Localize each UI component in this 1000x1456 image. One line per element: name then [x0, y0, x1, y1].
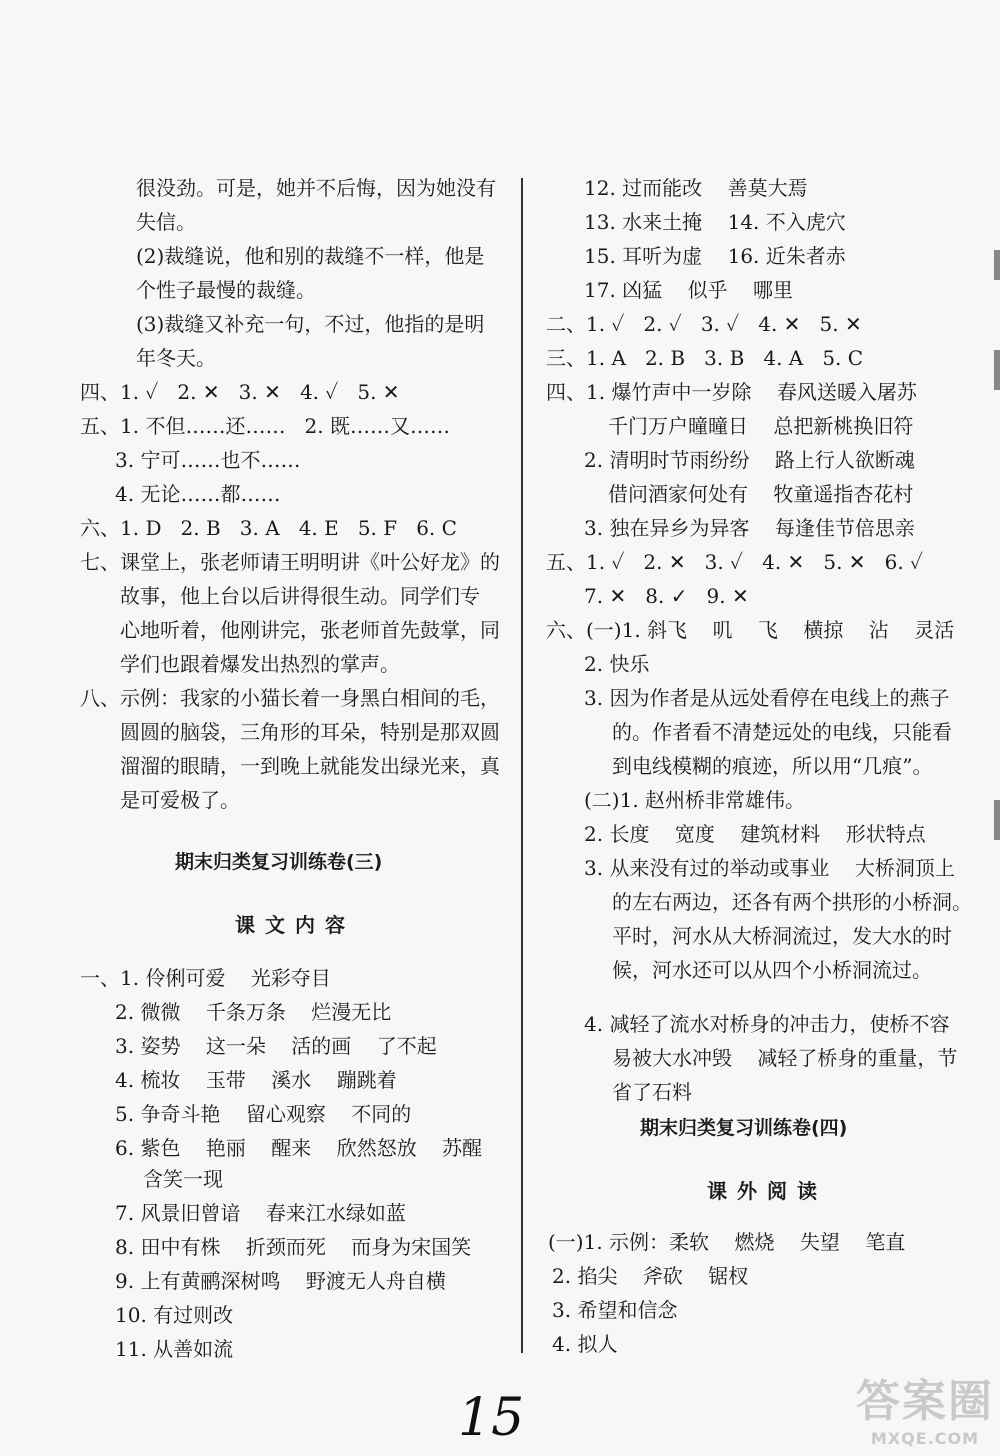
left-line: 四、1. ✓ 2. ✕ 3. ✕ 4. ✓ 5. ✕ — [80, 380, 400, 404]
right-line: 到电线模糊的痕迹，所以用“几痕”。 — [612, 754, 933, 778]
right-line: 2. 清明时节雨纷纷 路上行人欲断魂 — [584, 448, 915, 472]
scan-edge-mark — [994, 250, 1000, 280]
left-line: 个性子最慢的裁缝。 — [136, 278, 316, 302]
right-line: (二)1. 赵州桥非常雄伟。 — [584, 788, 806, 812]
left-line: 失信。 — [136, 210, 196, 234]
left-line: 是可爱极了。 — [120, 788, 240, 812]
section-title: 期末归类复习训练卷(四) — [640, 1117, 848, 1139]
right-line: 三、1. A 2. B 3. B 4. A 5. C — [546, 346, 864, 370]
left-line: 4. 无论……都…… — [115, 482, 281, 506]
right-line: 7. ✕ 8. ✓ 9. ✕ — [584, 584, 749, 608]
left-list-item: 7. 风景旧曾谙 春来江水绿如蓝 — [115, 1201, 406, 1225]
right-line: 的。作者看不清楚远处的电线，只能看 — [612, 720, 952, 744]
scan-edge-mark — [994, 350, 1000, 390]
right-line: 省了石料 — [612, 1080, 692, 1104]
left-line: 溜溜的眼睛，一到晚上就能发出绿光来，真 — [120, 754, 500, 778]
left-line: 圆圆的脑袋，三角形的耳朵，特别是那双圆 — [120, 720, 500, 744]
right-list-item: 3. 希望和信念 — [552, 1298, 678, 1322]
section-title: 期末归类复习训练卷(三) — [175, 851, 383, 873]
right-list-item: (一)1. 示例：柔软 燃烧 失望 笔直 — [548, 1230, 906, 1254]
left-list-item: 10. 有过则改 — [115, 1303, 234, 1327]
right-line: 二、1. ✓ 2. ✓ 3. ✓ 4. ✕ 5. ✕ — [546, 312, 862, 336]
right-line: 六、(一)1. 斜飞 叽 飞 横掠 沾 灵活 — [546, 618, 955, 642]
right-line: 3. 独在异乡为异客 每逢佳节倍思亲 — [584, 516, 915, 540]
right-line: 平时，河水从大桥洞流过，发大水的时 — [612, 924, 952, 948]
left-line: 七、课堂上，张老师请王明明讲《叶公好龙》的 — [80, 550, 500, 574]
watermark-sub: MXQE.COM — [870, 1429, 980, 1448]
section-subtitle: 课外阅读 — [707, 1179, 827, 1203]
left-line: 学们也跟着爆发出热烈的掌声。 — [120, 652, 400, 676]
right-line: 3. 因为作者是从远处看停在电线上的燕子 — [584, 686, 950, 710]
left-list-item: 6. 紫色 艳丽 醒来 欣然怒放 苏醒 — [115, 1136, 483, 1160]
right-list-item: 4. 拟人 — [552, 1332, 618, 1356]
right-list-item: 2. 掐尖 斧砍 锯杈 — [552, 1264, 749, 1288]
left-line: 年冬天。 — [136, 346, 216, 370]
right-line: 4. 减轻了流水对桥身的冲击力，使桥不容 — [584, 1012, 950, 1036]
column-divider — [521, 178, 523, 1353]
left-list-item: 5. 争奇斗艳 留心观察 不同的 — [115, 1102, 412, 1126]
left-line: (3)裁缝又补充一句，不过，他指的是明 — [136, 312, 485, 336]
right-line: 易被大水冲毁 减轻了桥身的重量，节 — [612, 1046, 958, 1070]
right-line: 2. 快乐 — [584, 652, 650, 676]
left-line: 很没劲。可是，她并不后悔，因为她没有 — [136, 176, 496, 200]
left-line: 八、示例：我家的小猫长着一身黑白相间的毛， — [80, 686, 500, 710]
left-list-item: 含笑一现 — [143, 1167, 223, 1191]
left-list-item: 一、1. 伶俐可爱 光彩夺目 — [80, 966, 331, 990]
left-list-item: 2. 微微 千条万条 烂漫无比 — [115, 1000, 392, 1024]
right-line: 四、1. 爆竹声中一岁除 春风送暖入屠苏 — [546, 380, 917, 404]
right-line: 13. 水来土掩 14. 不入虎穴 — [584, 210, 846, 234]
left-line: (2)裁缝说，他和别的裁缝不一样，他是 — [136, 244, 485, 268]
left-list-item: 4. 梳妆 玉带 溪水 蹦跳着 — [115, 1068, 397, 1092]
right-line: 五、1. ✓ 2. ✕ 3. ✓ 4. ✕ 5. ✕ 6. ✓ — [546, 550, 923, 574]
right-line: 15. 耳听为虚 16. 近朱者赤 — [584, 244, 846, 268]
right-line: 12. 过而能改 善莫大焉 — [584, 176, 808, 200]
left-line: 心地听着，他刚讲完，张老师首先鼓掌，同 — [120, 618, 500, 642]
section-subtitle: 课文内容 — [235, 913, 355, 937]
right-line: 2. 长度 宽度 建筑材料 形状特点 — [584, 822, 926, 846]
left-list-item: 11. 从善如流 — [115, 1337, 234, 1361]
left-line: 3. 宁可……也不…… — [115, 448, 301, 472]
left-list-item: 8. 田中有株 折颈而死 而身为宋国笑 — [115, 1235, 472, 1259]
scan-edge-mark — [994, 800, 1000, 840]
left-line: 故事，他上台以后讲得很生动。同学们专 — [120, 584, 480, 608]
page-number: 15 — [458, 1388, 525, 1448]
right-line: 借问酒家何处有 牧童遥指杏花村 — [608, 482, 914, 506]
watermark-main: 答案圈 — [856, 1376, 994, 1427]
left-line: 六、1. D 2. B 3. A 4. E 5. F 6. C — [80, 516, 457, 540]
watermark-logo — [856, 1365, 994, 1448]
left-list-item: 9. 上有黄鹂深树鸣 野渡无人舟自横 — [115, 1269, 446, 1293]
right-line: 千门万户曈曈日 总把新桃换旧符 — [608, 414, 914, 438]
right-line: 17. 凶猛 似乎 哪里 — [584, 278, 794, 302]
right-line: 候，河水还可以从四个小桥洞流过。 — [612, 958, 932, 982]
left-line: 五、1. 不但……还…… 2. 既……又…… — [80, 414, 450, 438]
right-line: 3. 从来没有过的举动或事业 大桥洞顶上 — [584, 856, 955, 880]
right-line: 的左右两边，还各有两个拱形的小桥洞。 — [612, 890, 972, 914]
left-list-item: 3. 姿势 这一朵 活的画 了不起 — [115, 1034, 437, 1058]
